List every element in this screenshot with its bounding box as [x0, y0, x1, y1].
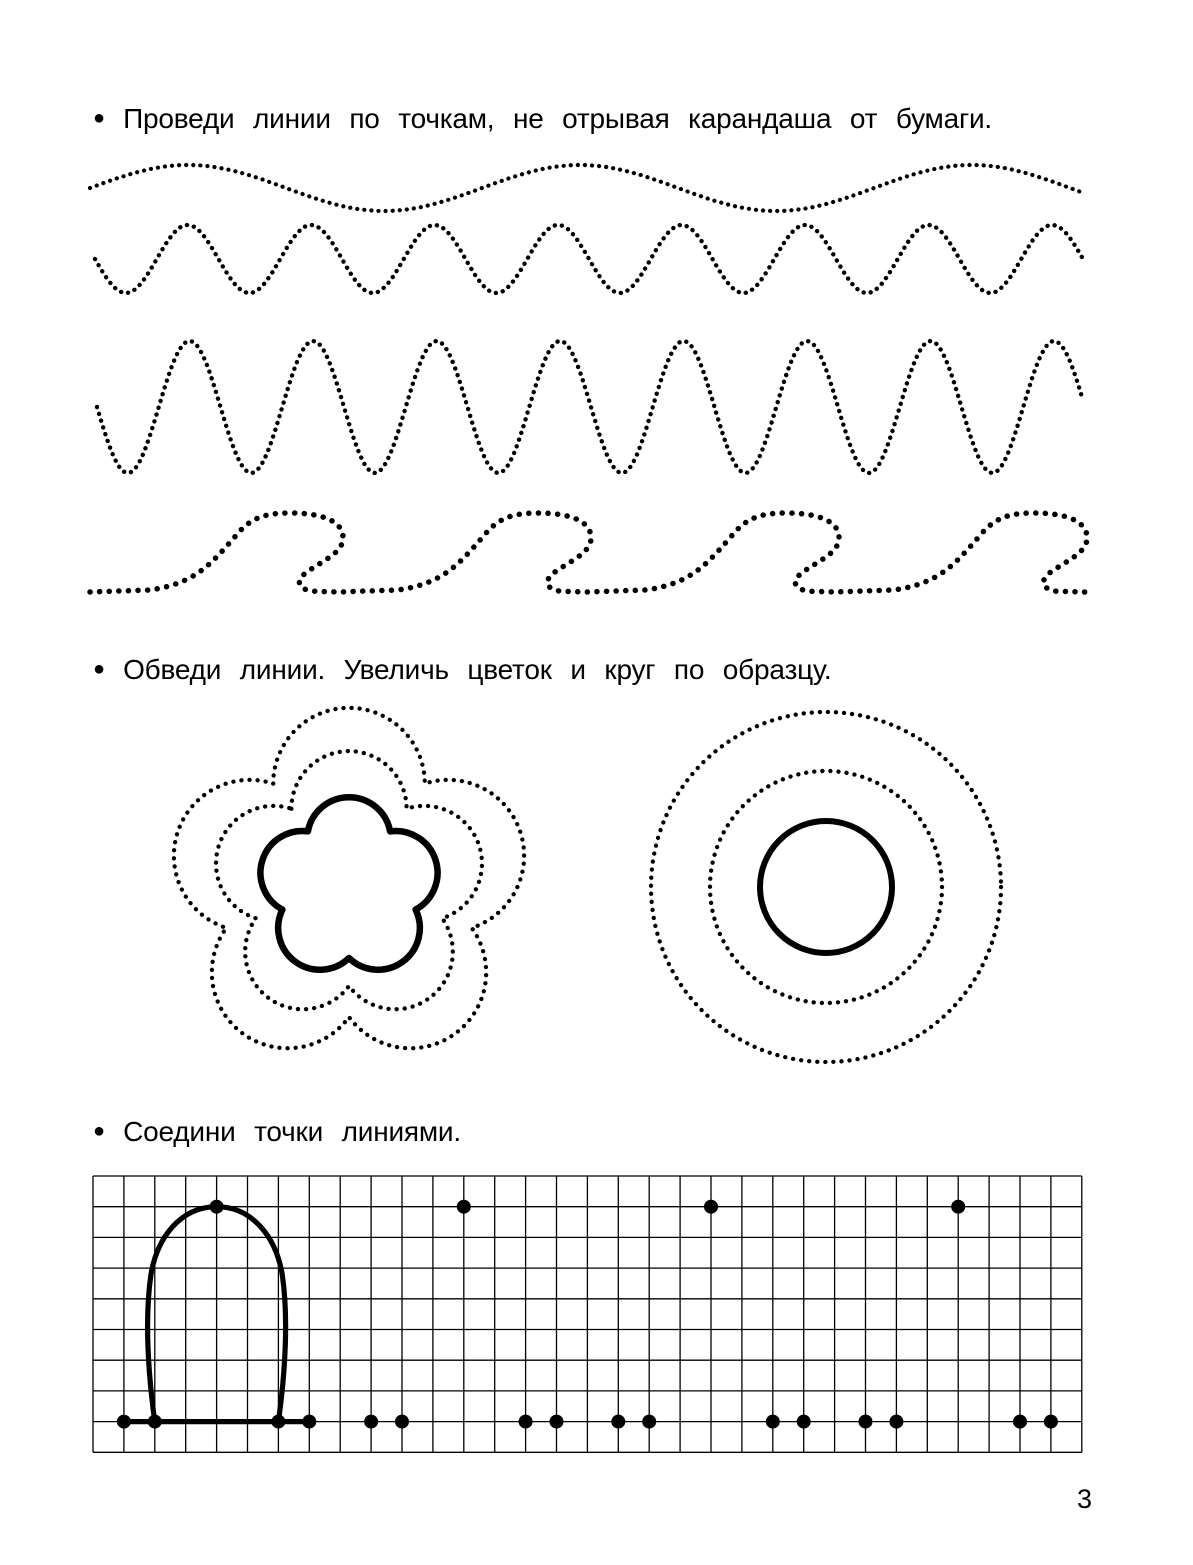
- trace-row-1-gentle-wave: [90, 165, 1085, 211]
- grid-baseline-dot: [519, 1415, 533, 1429]
- grid-apex-dot: [704, 1200, 718, 1214]
- grid-baseline-dot: [117, 1415, 131, 1429]
- task-2: [93, 653, 832, 686]
- grid-baseline-dot: [797, 1415, 811, 1429]
- trace-row-2-shallow-wave: [95, 225, 1083, 293]
- circle-solid-outline: [760, 821, 892, 953]
- grid-baseline-dot: [550, 1415, 564, 1429]
- grid-apex-dot: [457, 1200, 471, 1214]
- bullet-icon: ●: [93, 1120, 106, 1142]
- trace-row-3-deep-wave: [97, 341, 1082, 473]
- flower-solid-outline: [260, 797, 437, 970]
- task-1: [93, 102, 992, 135]
- circle-dotted-outline-2: [651, 712, 1001, 1062]
- grid-baseline-dot: [859, 1415, 873, 1429]
- bullet-icon: ●: [93, 107, 106, 129]
- grid-baseline-dot: [889, 1415, 903, 1429]
- dot-grid: [93, 1176, 1082, 1452]
- task-3: [93, 1115, 461, 1148]
- page-number: 3: [1076, 1484, 1092, 1514]
- grid-baseline-dot: [364, 1415, 378, 1429]
- flower-dotted-outline-2: [174, 708, 524, 1048]
- grid-baseline-dot: [766, 1415, 780, 1429]
- task-1-instruction: Проведи линии по точкам, не отрывая карандаша от бумаги.: [123, 103, 993, 134]
- flower-dotted-outline-1: [216, 751, 482, 1009]
- trace-row-4-breaking-wave: [90, 513, 1087, 592]
- task-2-instruction: Обведи линии. Увеличь цветок и круг по образцу.: [123, 654, 832, 685]
- grid-baseline-dot: [271, 1415, 285, 1429]
- grid-baseline-dot: [642, 1415, 656, 1429]
- grid-baseline-dot: [611, 1415, 625, 1429]
- grid-apex-dot: [210, 1200, 224, 1214]
- task-3-instruction: Соедини точки линиями.: [123, 1116, 461, 1147]
- bullet-icon: ●: [93, 658, 106, 680]
- circle-dotted-outline-1: [710, 771, 942, 1003]
- grid-baseline-dot: [395, 1415, 409, 1429]
- grid-apex-dot: [951, 1200, 965, 1214]
- grid-baseline-dot: [302, 1415, 316, 1429]
- grid-baseline-dot: [1044, 1415, 1058, 1429]
- grid-baseline-dot: [148, 1415, 162, 1429]
- grid-baseline-dot: [1013, 1415, 1027, 1429]
